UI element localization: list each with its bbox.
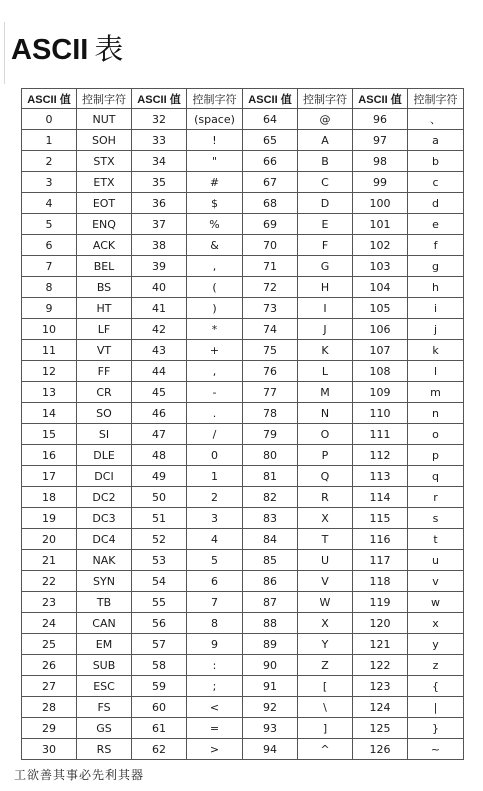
- character-cell: #: [187, 172, 243, 193]
- character-cell: M: [298, 382, 353, 403]
- ascii-value-cell: 51: [132, 508, 187, 529]
- character-cell: DC2: [77, 487, 132, 508]
- character-cell: A: [298, 130, 353, 151]
- ascii-value-cell: 50: [132, 487, 187, 508]
- ascii-value-cell: 113: [353, 466, 408, 487]
- character-cell: ]: [298, 718, 353, 739]
- ascii-value-cell: 70: [243, 235, 298, 256]
- character-cell: SYN: [77, 571, 132, 592]
- ascii-value-cell: 75: [243, 340, 298, 361]
- ascii-value-cell: 6: [22, 235, 77, 256]
- character-cell: EOT: [77, 193, 132, 214]
- character-cell: (: [187, 277, 243, 298]
- ascii-value-cell: 29: [22, 718, 77, 739]
- character-cell: u: [408, 550, 464, 571]
- ascii-value-cell: 30: [22, 739, 77, 760]
- ascii-value-cell: 97: [353, 130, 408, 151]
- character-cell: DC3: [77, 508, 132, 529]
- character-cell: .: [187, 403, 243, 424]
- character-cell: h: [408, 277, 464, 298]
- character-cell: ENQ: [77, 214, 132, 235]
- ascii-value-cell: 46: [132, 403, 187, 424]
- ascii-value-cell: 104: [353, 277, 408, 298]
- ascii-value-cell: 92: [243, 697, 298, 718]
- ascii-value-cell: 78: [243, 403, 298, 424]
- character-cell: -: [187, 382, 243, 403]
- ascii-value-cell: 96: [353, 109, 408, 130]
- ascii-value-cell: 8: [22, 277, 77, 298]
- character-cell: 8: [187, 613, 243, 634]
- ascii-value-cell: 23: [22, 592, 77, 613]
- character-cell: L: [298, 361, 353, 382]
- ascii-value-cell: 74: [243, 319, 298, 340]
- character-cell: Z: [298, 655, 353, 676]
- character-cell: z: [408, 655, 464, 676]
- character-cell: 0: [187, 445, 243, 466]
- ascii-value-cell: 103: [353, 256, 408, 277]
- character-cell: X: [298, 508, 353, 529]
- character-cell: g: [408, 256, 464, 277]
- ascii-value-cell: 36: [132, 193, 187, 214]
- character-cell: <: [187, 697, 243, 718]
- character-cell: P: [298, 445, 353, 466]
- ascii-value-cell: 17: [22, 466, 77, 487]
- ascii-value-cell: 114: [353, 487, 408, 508]
- ascii-value-cell: 112: [353, 445, 408, 466]
- ascii-value-cell: 21: [22, 550, 77, 571]
- ascii-value-cell: 2: [22, 151, 77, 172]
- character-cell: 7: [187, 592, 243, 613]
- ascii-value-cell: 9: [22, 298, 77, 319]
- ascii-value-cell: 14: [22, 403, 77, 424]
- character-cell: EM: [77, 634, 132, 655]
- ascii-value-cell: 40: [132, 277, 187, 298]
- ascii-value-cell: 67: [243, 172, 298, 193]
- character-cell: O: [298, 424, 353, 445]
- character-cell: :: [187, 655, 243, 676]
- character-cell: N: [298, 403, 353, 424]
- header-control-char: 控制字符: [408, 89, 464, 109]
- table-row: [22, 277, 464, 298]
- ascii-value-cell: 5: [22, 214, 77, 235]
- character-cell: ": [187, 151, 243, 172]
- ascii-value-cell: 38: [132, 235, 187, 256]
- ascii-value-cell: 4: [22, 193, 77, 214]
- ascii-value-cell: 25: [22, 634, 77, 655]
- table-row: [22, 193, 464, 214]
- ascii-value-cell: 26: [22, 655, 77, 676]
- character-cell: K: [298, 340, 353, 361]
- table-row: [22, 151, 464, 172]
- table-row: [22, 718, 464, 739]
- character-cell: s: [408, 508, 464, 529]
- ascii-value-cell: 124: [353, 697, 408, 718]
- header-control-char: 控制字符: [77, 89, 132, 109]
- page-edge-divider: [4, 22, 5, 84]
- character-cell: !: [187, 130, 243, 151]
- character-cell: ETX: [77, 172, 132, 193]
- ascii-table: [21, 88, 464, 760]
- table-row: [22, 613, 464, 634]
- character-cell: FF: [77, 361, 132, 382]
- character-cell: o: [408, 424, 464, 445]
- ascii-value-cell: 76: [243, 361, 298, 382]
- ascii-value-cell: 28: [22, 697, 77, 718]
- character-cell: ^: [298, 739, 353, 760]
- character-cell: STX: [77, 151, 132, 172]
- ascii-value-cell: 22: [22, 571, 77, 592]
- ascii-value-cell: 27: [22, 676, 77, 697]
- character-cell: 4: [187, 529, 243, 550]
- ascii-value-cell: 87: [243, 592, 298, 613]
- ascii-value-cell: 77: [243, 382, 298, 403]
- ascii-value-cell: 57: [132, 634, 187, 655]
- character-cell: /: [187, 424, 243, 445]
- ascii-value-cell: 102: [353, 235, 408, 256]
- character-cell: ;: [187, 676, 243, 697]
- ascii-value-cell: 119: [353, 592, 408, 613]
- ascii-value-cell: 85: [243, 550, 298, 571]
- character-cell: BEL: [77, 256, 132, 277]
- character-cell: k: [408, 340, 464, 361]
- character-cell: X: [298, 613, 353, 634]
- ascii-value-cell: 47: [132, 424, 187, 445]
- character-cell: D: [298, 193, 353, 214]
- character-cell: b: [408, 151, 464, 172]
- character-cell: $: [187, 193, 243, 214]
- character-cell: +: [187, 340, 243, 361]
- ascii-value-cell: 61: [132, 718, 187, 739]
- character-cell: C: [298, 172, 353, 193]
- character-cell: LF: [77, 319, 132, 340]
- character-cell: r: [408, 487, 464, 508]
- character-cell: DLE: [77, 445, 132, 466]
- character-cell: v: [408, 571, 464, 592]
- ascii-value-cell: 56: [132, 613, 187, 634]
- ascii-value-cell: 7: [22, 256, 77, 277]
- character-cell: @: [298, 109, 353, 130]
- ascii-value-cell: 106: [353, 319, 408, 340]
- header-ascii-value: ASCII 值: [353, 89, 408, 109]
- ascii-value-cell: 116: [353, 529, 408, 550]
- character-cell: ~: [408, 739, 464, 760]
- ascii-value-cell: 44: [132, 361, 187, 382]
- ascii-value-cell: 37: [132, 214, 187, 235]
- ascii-value-cell: 55: [132, 592, 187, 613]
- ascii-value-cell: 39: [132, 256, 187, 277]
- character-cell: E: [298, 214, 353, 235]
- character-cell: x: [408, 613, 464, 634]
- ascii-value-cell: 65: [243, 130, 298, 151]
- ascii-value-cell: 3: [22, 172, 77, 193]
- character-cell: ACK: [77, 235, 132, 256]
- ascii-value-cell: 73: [243, 298, 298, 319]
- character-cell: DCI: [77, 466, 132, 487]
- ascii-value-cell: 82: [243, 487, 298, 508]
- ascii-value-cell: 66: [243, 151, 298, 172]
- ascii-value-cell: 60: [132, 697, 187, 718]
- ascii-table-body: [22, 109, 464, 760]
- ascii-value-cell: 107: [353, 340, 408, 361]
- table-row: [22, 529, 464, 550]
- character-cell: Y: [298, 634, 353, 655]
- ascii-value-cell: 49: [132, 466, 187, 487]
- table-row: [22, 403, 464, 424]
- ascii-value-cell: 1: [22, 130, 77, 151]
- character-cell: DC4: [77, 529, 132, 550]
- character-cell: |: [408, 697, 464, 718]
- ascii-value-cell: 86: [243, 571, 298, 592]
- ascii-value-cell: 15: [22, 424, 77, 445]
- ascii-value-cell: 71: [243, 256, 298, 277]
- table-row: [22, 445, 464, 466]
- ascii-value-cell: 94: [243, 739, 298, 760]
- header-ascii-value: ASCII 值: [243, 89, 298, 109]
- character-cell: NAK: [77, 550, 132, 571]
- character-cell: FS: [77, 697, 132, 718]
- table-row: [22, 214, 464, 235]
- ascii-value-cell: 91: [243, 676, 298, 697]
- character-cell: =: [187, 718, 243, 739]
- ascii-value-cell: 83: [243, 508, 298, 529]
- header-control-char: 控制字符: [187, 89, 243, 109]
- table-row: [22, 550, 464, 571]
- ascii-value-cell: 126: [353, 739, 408, 760]
- character-cell: 5: [187, 550, 243, 571]
- character-cell: TB: [77, 592, 132, 613]
- ascii-value-cell: 99: [353, 172, 408, 193]
- header-ascii-value: ASCII 值: [22, 89, 77, 109]
- character-cell: 、: [408, 109, 464, 130]
- table-row: [22, 487, 464, 508]
- character-cell: >: [187, 739, 243, 760]
- ascii-value-cell: 0: [22, 109, 77, 130]
- character-cell: j: [408, 319, 464, 340]
- character-cell: w: [408, 592, 464, 613]
- table-row: [22, 130, 464, 151]
- character-cell: B: [298, 151, 353, 172]
- table-row: [22, 319, 464, 340]
- table-row: [22, 361, 464, 382]
- ascii-value-cell: 64: [243, 109, 298, 130]
- character-cell: \: [298, 697, 353, 718]
- ascii-value-cell: 88: [243, 613, 298, 634]
- table-row: [22, 109, 464, 130]
- ascii-value-cell: 42: [132, 319, 187, 340]
- character-cell: e: [408, 214, 464, 235]
- ascii-value-cell: 101: [353, 214, 408, 235]
- ascii-value-cell: 12: [22, 361, 77, 382]
- character-cell: SO: [77, 403, 132, 424]
- ascii-value-cell: 79: [243, 424, 298, 445]
- character-cell: J: [298, 319, 353, 340]
- ascii-value-cell: 120: [353, 613, 408, 634]
- ascii-value-cell: 122: [353, 655, 408, 676]
- ascii-value-cell: 41: [132, 298, 187, 319]
- table-row: [22, 676, 464, 697]
- table-row: [22, 697, 464, 718]
- character-cell: G: [298, 256, 353, 277]
- ascii-value-cell: 53: [132, 550, 187, 571]
- ascii-value-cell: 72: [243, 277, 298, 298]
- character-cell: NUT: [77, 109, 132, 130]
- character-cell: Q: [298, 466, 353, 487]
- table-row: [22, 571, 464, 592]
- character-cell: q: [408, 466, 464, 487]
- ascii-value-cell: 45: [132, 382, 187, 403]
- character-cell: m: [408, 382, 464, 403]
- character-cell: &: [187, 235, 243, 256]
- ascii-value-cell: 100: [353, 193, 408, 214]
- character-cell: }: [408, 718, 464, 739]
- character-cell: HT: [77, 298, 132, 319]
- ascii-value-cell: 68: [243, 193, 298, 214]
- character-cell: *: [187, 319, 243, 340]
- character-cell: V: [298, 571, 353, 592]
- ascii-value-cell: 84: [243, 529, 298, 550]
- character-cell: RS: [77, 739, 132, 760]
- ascii-value-cell: 80: [243, 445, 298, 466]
- character-cell: VT: [77, 340, 132, 361]
- table-row: [22, 235, 464, 256]
- character-cell: SUB: [77, 655, 132, 676]
- character-cell: CAN: [77, 613, 132, 634]
- ascii-value-cell: 13: [22, 382, 77, 403]
- ascii-value-cell: 11: [22, 340, 77, 361]
- header-row: [22, 89, 464, 109]
- ascii-value-cell: 24: [22, 613, 77, 634]
- ascii-value-cell: 110: [353, 403, 408, 424]
- ascii-value-cell: 69: [243, 214, 298, 235]
- ascii-value-cell: 98: [353, 151, 408, 172]
- table-row: [22, 298, 464, 319]
- page-title-cjk: 表: [94, 32, 124, 66]
- header-control-char: 控制字符: [298, 89, 353, 109]
- character-cell: SOH: [77, 130, 132, 151]
- ascii-value-cell: 34: [132, 151, 187, 172]
- ascii-value-cell: 121: [353, 634, 408, 655]
- ascii-value-cell: 109: [353, 382, 408, 403]
- ascii-value-cell: 16: [22, 445, 77, 466]
- character-cell: ,: [187, 256, 243, 277]
- character-cell: f: [408, 235, 464, 256]
- character-cell: 6: [187, 571, 243, 592]
- character-cell: l: [408, 361, 464, 382]
- character-cell: SI: [77, 424, 132, 445]
- table-row: [22, 340, 464, 361]
- character-cell: H: [298, 277, 353, 298]
- character-cell: 1: [187, 466, 243, 487]
- character-cell: T: [298, 529, 353, 550]
- page-title: [11, 29, 123, 70]
- character-cell: BS: [77, 277, 132, 298]
- ascii-value-cell: 33: [132, 130, 187, 151]
- character-cell: n: [408, 403, 464, 424]
- ascii-value-cell: 48: [132, 445, 187, 466]
- character-cell: U: [298, 550, 353, 571]
- character-cell: c: [408, 172, 464, 193]
- table-row: [22, 508, 464, 529]
- ascii-value-cell: 10: [22, 319, 77, 340]
- character-cell: a: [408, 130, 464, 151]
- character-cell: %: [187, 214, 243, 235]
- ascii-value-cell: 117: [353, 550, 408, 571]
- character-cell: y: [408, 634, 464, 655]
- character-cell: 2: [187, 487, 243, 508]
- ascii-value-cell: 32: [132, 109, 187, 130]
- character-cell: CR: [77, 382, 132, 403]
- ascii-value-cell: 19: [22, 508, 77, 529]
- character-cell: {: [408, 676, 464, 697]
- table-row: [22, 655, 464, 676]
- ascii-value-cell: 118: [353, 571, 408, 592]
- character-cell: [: [298, 676, 353, 697]
- character-cell: ESC: [77, 676, 132, 697]
- character-cell: I: [298, 298, 353, 319]
- ascii-value-cell: 108: [353, 361, 408, 382]
- ascii-value-cell: 125: [353, 718, 408, 739]
- character-cell: d: [408, 193, 464, 214]
- table-row: [22, 424, 464, 445]
- character-cell: R: [298, 487, 353, 508]
- character-cell: i: [408, 298, 464, 319]
- ascii-value-cell: 93: [243, 718, 298, 739]
- character-cell: GS: [77, 718, 132, 739]
- ascii-value-cell: 81: [243, 466, 298, 487]
- ascii-value-cell: 58: [132, 655, 187, 676]
- ascii-value-cell: 90: [243, 655, 298, 676]
- table-row: [22, 382, 464, 403]
- ascii-value-cell: 20: [22, 529, 77, 550]
- footer-caption: 工欲善其事必先利其器: [14, 768, 145, 782]
- character-cell: t: [408, 529, 464, 550]
- ascii-value-cell: 115: [353, 508, 408, 529]
- ascii-value-cell: 43: [132, 340, 187, 361]
- table-row: [22, 256, 464, 277]
- character-cell: W: [298, 592, 353, 613]
- table-row: [22, 592, 464, 613]
- ascii-value-cell: 62: [132, 739, 187, 760]
- table-row: [22, 634, 464, 655]
- ascii-value-cell: 111: [353, 424, 408, 445]
- ascii-value-cell: 54: [132, 571, 187, 592]
- table-row: [22, 466, 464, 487]
- ascii-value-cell: 52: [132, 529, 187, 550]
- ascii-value-cell: 105: [353, 298, 408, 319]
- header-ascii-value: ASCII 值: [132, 89, 187, 109]
- character-cell: p: [408, 445, 464, 466]
- ascii-value-cell: 59: [132, 676, 187, 697]
- character-cell: F: [298, 235, 353, 256]
- table-row: [22, 739, 464, 760]
- character-cell: 3: [187, 508, 243, 529]
- ascii-value-cell: 123: [353, 676, 408, 697]
- ascii-value-cell: 18: [22, 487, 77, 508]
- character-cell: 9: [187, 634, 243, 655]
- character-cell: (space): [187, 109, 243, 130]
- character-cell: ): [187, 298, 243, 319]
- page-title-latin: ASCII: [11, 34, 89, 66]
- character-cell: ,: [187, 361, 243, 382]
- ascii-value-cell: 35: [132, 172, 187, 193]
- table-row: [22, 172, 464, 193]
- ascii-value-cell: 89: [243, 634, 298, 655]
